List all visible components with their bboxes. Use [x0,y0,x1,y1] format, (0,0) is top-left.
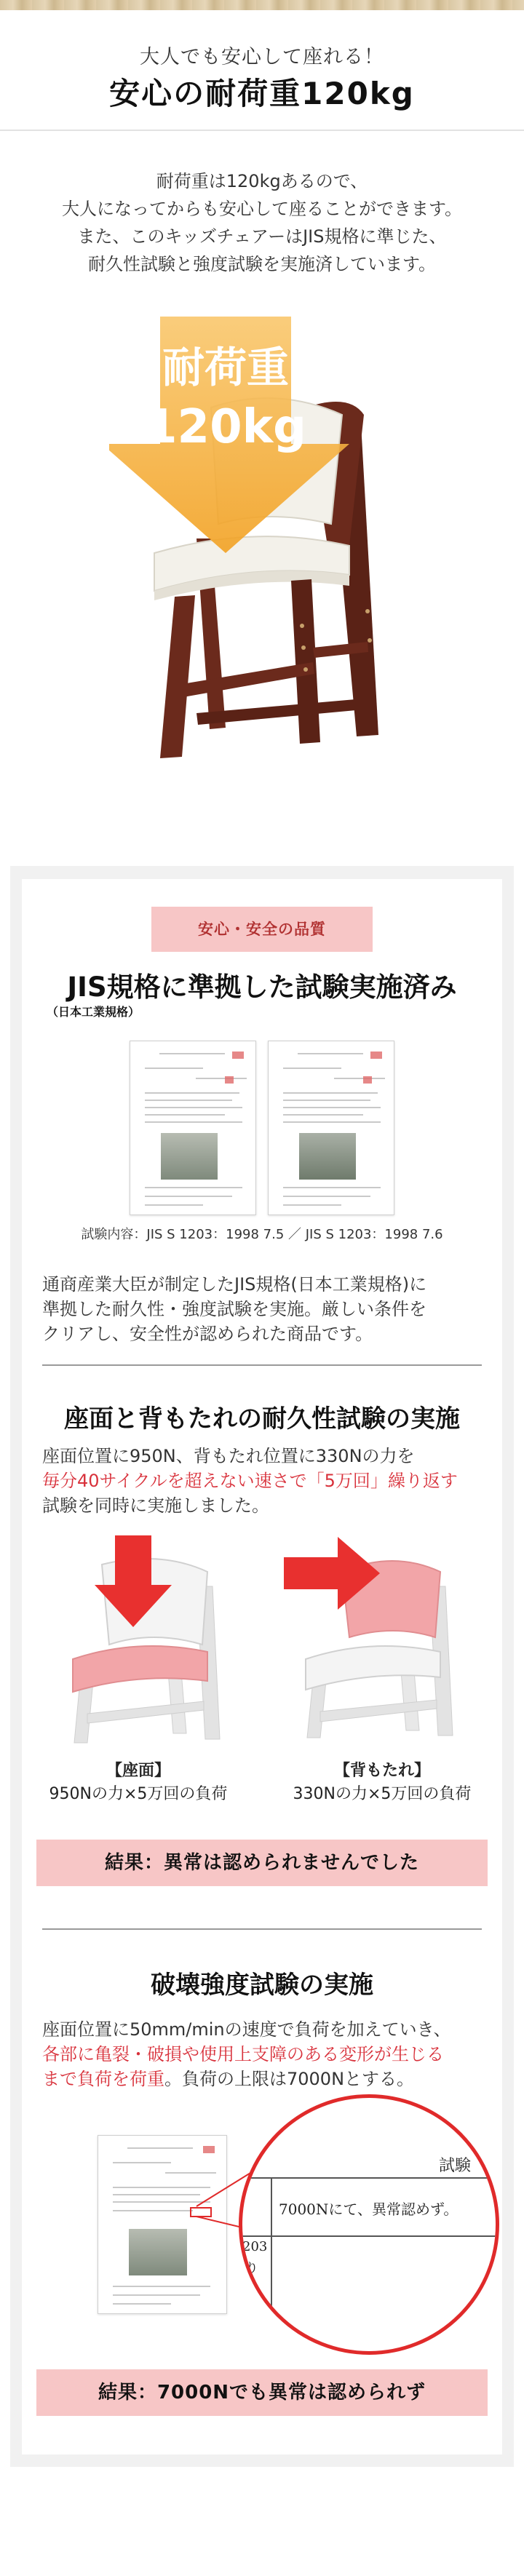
strength-line-1: 座面位置に50mm/minの速度で負荷を加えていき、 [42,2019,451,2040]
durability-description [42,1444,493,1518]
hero-chair-image [109,306,415,771]
section-divider-1 [42,1364,482,1366]
strength-line-3-rest: 。負荷の上限は7000Nとする。 [164,2069,415,2089]
header-subtitle: 大人でも安心して座れる！ [140,46,384,68]
strength-line-3-red: まで負荷を荷重 [42,2069,164,2089]
zoom-left-text-1: 203 [242,2239,268,2254]
test-report-document-1 [130,1041,256,1215]
durability-line-3: 試験を同時に実施しました。 [42,1495,269,1516]
jis-title: JIS規格に準拠した試験実施済み [67,971,457,1003]
intro-line-4: 耐久性試験と強度試験を実施済しています。 [87,254,437,274]
strength-title: 破壊強度試験の実施 [151,1971,373,2000]
strength-line-2: 各部に亀裂・破損や使用上支障のある変形が生じる [42,2044,444,2064]
header-divider [0,130,524,131]
strength-description [42,2017,493,2091]
zoom-magnifier [239,2094,499,2355]
intro-line-2: 大人になってからも安心して座ることができます。 [61,199,463,219]
jis-description-line-2: 準拠した耐久性・強度試験を実施。厳しい条件を [42,1299,426,1319]
section-divider-2 [42,1928,482,1930]
jis-subtitle: （日本工業規格） [47,1005,140,1019]
test-report-document-2 [268,1041,394,1215]
zoom-content [242,2098,496,2351]
zoom-side-text: 試験 [439,2157,472,2175]
hero-arrow-line2: 120kg [145,400,306,454]
quality-badge: 安心・安全の品質 [151,907,373,952]
durability-line-2: 毎分40サイクルを超えない速さで「5万回」繰り返す [42,1471,458,1491]
durability-line-1: 座面位置に950N、背もたれ位置に330Nの力を [42,1446,415,1466]
jis-description-line-3: クリアし、安全性が認められた商品です。 [42,1324,373,1344]
wood-texture-strip [0,0,524,10]
back-test-title: 【背もたれ】 [333,1762,430,1780]
back-test-label [269,1760,495,1806]
zoom-result-text: 7000Nにて、異常認めず。 [279,2201,458,2218]
intro-line-1: 耐荷重は120kgあるので、 [156,171,368,191]
seat-test-value: 950Nの力×5万回の負荷 [49,1785,228,1803]
seat-test-title: 【座面】 [106,1762,170,1780]
jis-description-line-1: 通商産業大臣が制定したJIS規格(日本工業規格)に [42,1274,427,1295]
zoom-left-text-2: り [245,2261,258,2276]
seat-test-label [29,1760,247,1806]
jis-description [42,1272,493,1346]
intro-line-3: また、このキッズチェアーはJIS規格に準じた、 [77,226,447,247]
hero-arrow-line1: 耐荷重 [162,343,290,392]
durability-title: 座面と背もたれの耐久性試験の実施 [64,1404,460,1434]
back-test-chair-image [284,1528,473,1739]
back-test-value: 330Nの力×5万回の負荷 [293,1785,472,1803]
strength-result: 結果：7000Nでも異常は認められず [36,2369,488,2416]
strength-line-3 [42,2067,493,2091]
intro-text [0,167,524,278]
seat-test-chair-image [58,1535,233,1746]
test-content-caption: 試験内容：JIS S 1203：1998 7.5 ／ JIS S 1203：1998 7.6 [81,1227,443,1242]
page-title: 安心の耐荷重120kg [109,76,415,111]
durability-result: 結果：異常は認められませんでした [36,1840,488,1886]
